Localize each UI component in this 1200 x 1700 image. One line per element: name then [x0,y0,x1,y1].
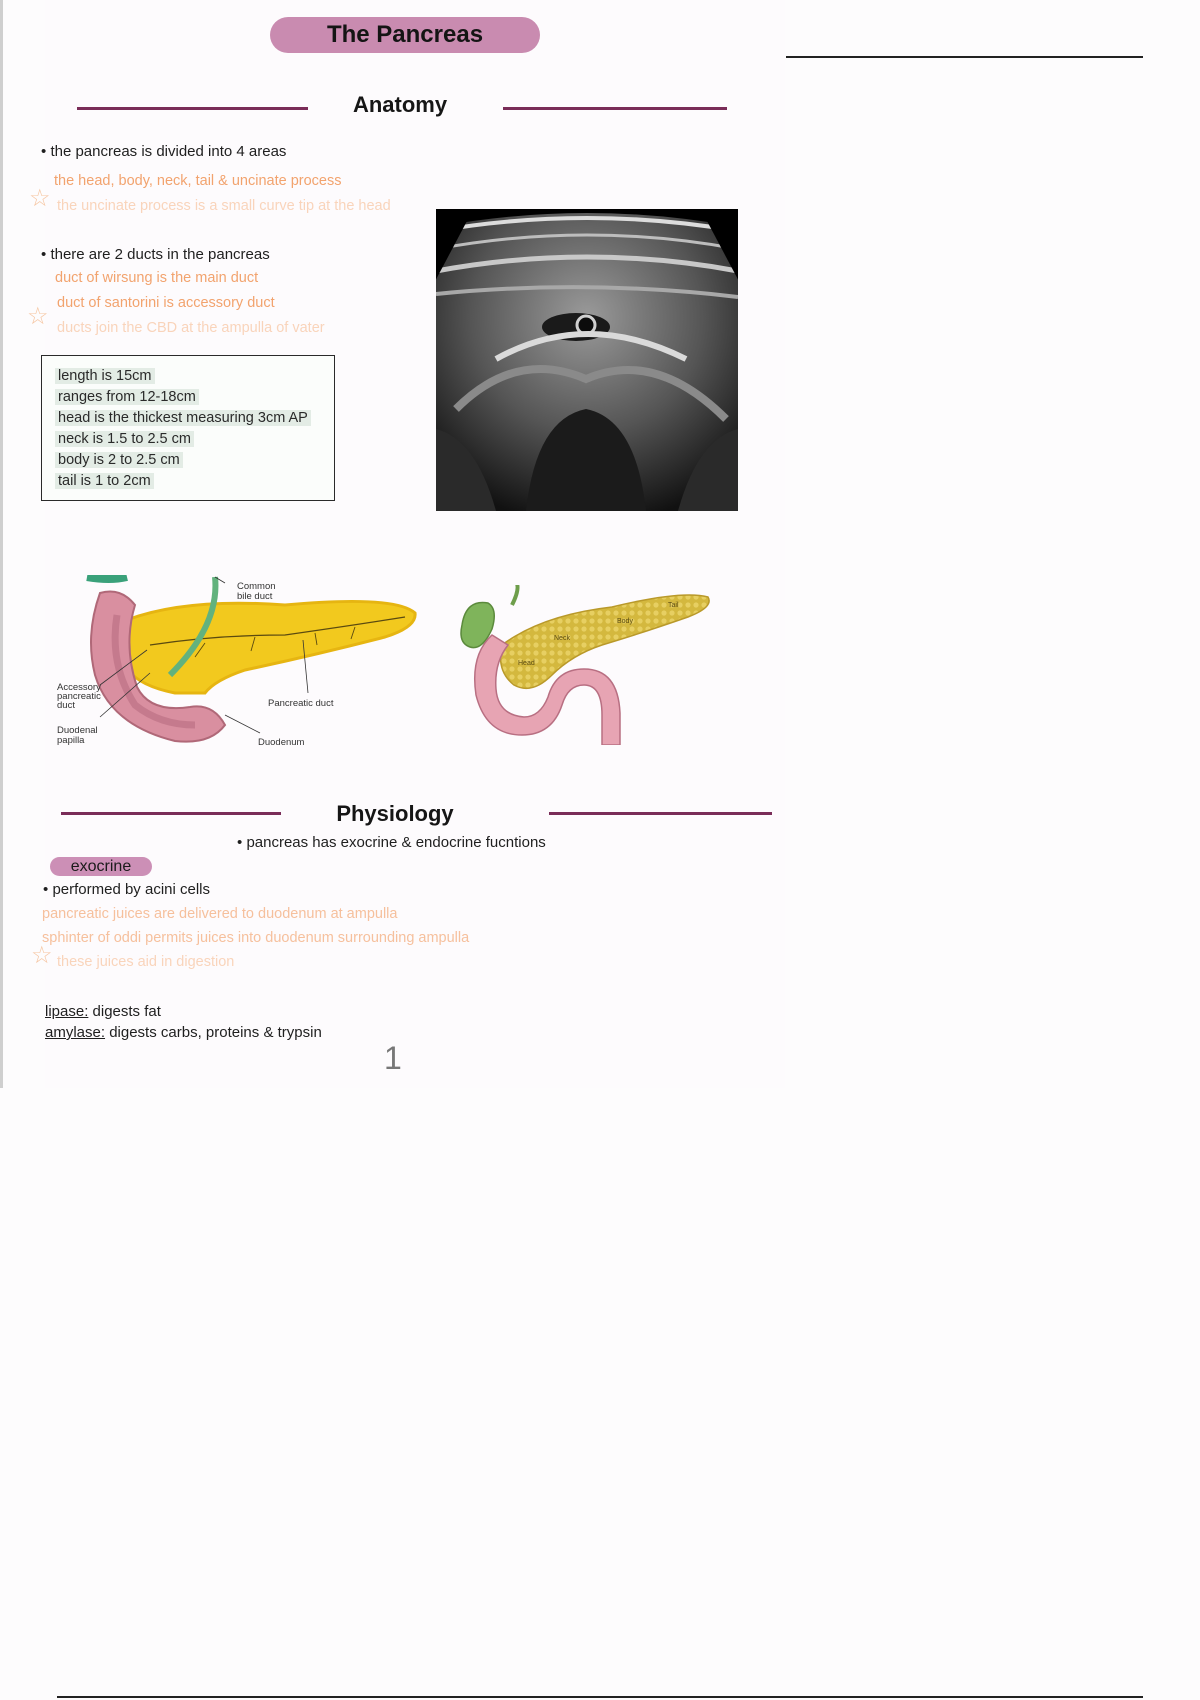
lipase-text: digests fat [88,1003,161,1020]
areas-note: the head, body, neck, tail & uncinate process [54,173,342,189]
physiology-heading: Physiology [336,801,454,826]
bullet-text: there are 2 ducts in the pancreas [50,246,270,263]
measurement-line: length is 15cm [55,368,155,384]
exocrine-tag: exocrine [50,857,152,876]
label-tail: Tail [668,602,679,609]
wirsung-note: duct of wirsung is the main duct [55,270,259,286]
label-duodenum: Duodenum [258,737,305,748]
label-body: Body [617,618,633,625]
lipase-term: lipase: [45,1003,89,1020]
ultrasound-drawing [436,209,738,511]
measurements-box [41,355,335,501]
amylase-text: digests carbs, proteins & trypsin [105,1024,322,1041]
label-accessory-duct: duct [57,700,75,711]
cbd-note: ducts join the CBD at the ampulla of vater [57,320,325,336]
pancreas-duct-drawing [55,575,430,755]
digestion-note: these juices aid in digestion [57,954,235,970]
bullet-icon: • [41,246,47,263]
measurement-line: tail is 1 to 2cm [55,473,154,489]
pancreas-illustration-drawing [452,585,717,745]
page-number: 1 [384,1040,402,1076]
bottom-rule [57,1696,1143,1698]
measurement-line: head is the thickest measuring 3cm AP [55,410,311,426]
delivery-note: pancreatic juices are delivered to duodenum at ampulla [42,906,398,922]
bullet-text: the pancreas is divided into 4 areas [50,143,287,160]
bullet-text: pancreas has exocrine & endocrine fucntions [246,834,546,851]
amylase-line [45,1024,322,1041]
note-page [45,0,785,1088]
santorini-note: duct of santorini is accessory duct [57,295,275,311]
anatomy-heading: Anatomy [352,92,448,117]
label-neck: Neck [554,635,570,642]
label-accessory-duct: Accessory [57,682,101,693]
label-accessory-duct: pancreatic [57,691,101,702]
uncinate-note: the uncinate process is a small curve tip at the head [57,198,391,214]
anatomy-rule-left [77,107,308,110]
pancreas-duct-diagram [55,575,430,755]
physiology-bullet-functions [237,834,546,851]
bullet-icon: • [237,834,243,851]
lipase-line [45,1003,161,1020]
bullet-icon: • [41,143,47,160]
bullet-icon: • [43,881,49,898]
label-pancreatic-duct: Pancreatic duct [268,698,334,709]
label-common-bile-duct: Common [237,581,276,592]
pancreas-illustration [452,585,717,745]
anatomy-bullet-ducts [41,246,270,263]
physiology-rule-right [549,812,772,815]
right-margin-rule [786,56,1143,58]
star-icon: ☆ [31,942,53,969]
star-icon: ☆ [29,185,51,212]
anatomy-rule-right [503,107,727,110]
measurement-line: neck is 1.5 to 2.5 cm [55,431,194,447]
physiology-rule-left [61,812,281,815]
bullet-text: performed by acini cells [52,881,211,898]
page-left-edge [0,0,3,1088]
label-duodenal-papilla: Duodenal [57,725,98,736]
label-duodenal-papilla: papilla [57,735,85,746]
label-common-bile-duct: bile duct [237,591,273,602]
amylase-term: amylase: [45,1024,106,1041]
oddi-note: sphinter of oddi permits juices into duodenum surrounding ampulla [42,930,470,946]
star-icon: ☆ [27,303,49,330]
anatomy-bullet-areas [41,143,286,160]
ultrasound-image [436,209,738,511]
measurement-line: body is 2 to 2.5 cm [55,452,183,468]
measurement-line: ranges from 12-18cm [55,389,199,405]
page-title: The Pancreas [270,17,540,53]
physiology-bullet-acini [43,881,210,898]
label-head: Head [518,660,535,667]
